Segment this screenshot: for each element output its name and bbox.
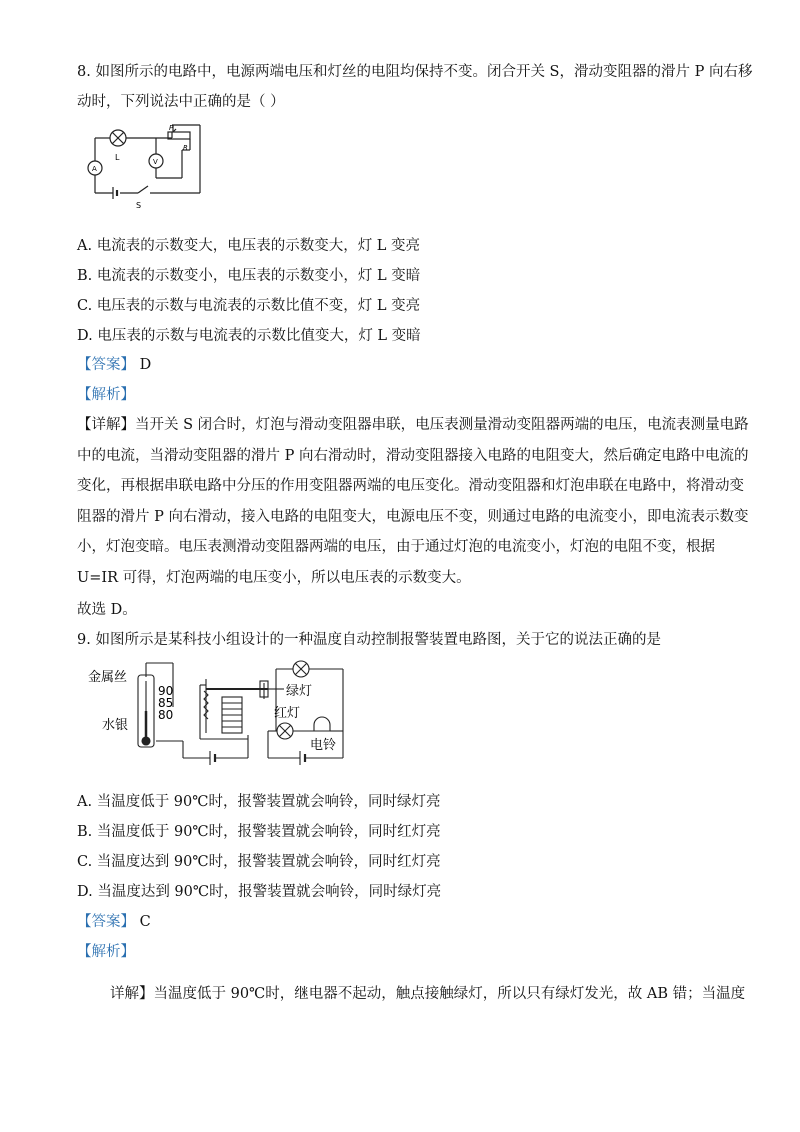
q9-label-bell: 电铃 — [310, 738, 337, 753]
q8-circuit-diagram — [80, 120, 210, 216]
q9-answer-tag: 【答案】 — [77, 914, 135, 930]
q9-answer — [77, 912, 151, 932]
q8-label-l: L — [115, 153, 120, 162]
q8-detail-line-6: U=IR 可得，灯泡两端的电压变小，所以电压表的示数变大。 — [77, 570, 471, 586]
q8-detail-line-4: 阻器的滑片 P 向右滑动，接入电路的电阻变大，电源电压不变，则通过电路的电流变小，即电流表示数变 — [77, 509, 749, 525]
q9-tick-85: 85 — [158, 696, 174, 710]
q9-circuit-diagram — [88, 655, 358, 779]
q8-detail-line-2: 中的电流，当滑动变阻器的滑片 P 向右滑动时，滑动变阻器接入电路的电阻变大，然后确定电路中电流的 — [77, 448, 749, 464]
q8-label-s: S — [136, 201, 142, 210]
q8-option-c: C. 电压表的示数与电流表的示数比值不变，灯 L 变亮 — [77, 298, 421, 314]
q9-label-mercury: 水银 — [102, 718, 129, 733]
q9-detail-line: 详解】当温度低于 90℃时，继电器不起动，触点接触绿灯，所以只有绿灯发光，故 AB 错；当温度 — [110, 986, 746, 1002]
q8-option-a: A. 电流表的示数变大，电压表的示数变大，灯 L 变亮 — [77, 238, 421, 254]
q9-analysis-tag: 【解析】 — [77, 944, 135, 960]
q8-answer — [77, 355, 151, 375]
q9-stem: 9. 如图所示是某科技小组设计的一种温度自动控制报警装置电路图，关于它的说法正确的是 — [77, 632, 661, 648]
q8-analysis-tag: 【解析】 — [77, 387, 135, 403]
q8-detail-line-5: 小，灯泡变暗。电压表测滑动变阻器两端的电压，由于通过灯泡的电流变小，灯泡的电阻不变，根据 — [77, 539, 715, 555]
q8-answer-value: D — [139, 357, 152, 373]
q8-label-r: R — [183, 144, 188, 152]
q9-option-d: D. 当温度达到 90℃时，报警装置就会响铃，同时绿灯亮 — [77, 884, 442, 900]
q9-label-green-lamp: 绿灯 — [286, 684, 313, 699]
q8-option-d: D. 电压表的示数与电流表的示数比值变大，灯 L 变暗 — [77, 328, 421, 344]
q9-option-a: A. 当温度低于 90℃时，报警装置就会响铃，同时绿灯亮 — [77, 794, 441, 810]
q9-option-c: C. 当温度达到 90℃时，报警装置就会响铃，同时红灯亮 — [77, 854, 441, 870]
q9-tick-80: 80 — [158, 708, 174, 722]
q8-answer-tag: 【答案】 — [77, 357, 135, 373]
q8-stem-line-1: 8. 如图所示的电路中，电源两端电压和灯丝的电阻均保持不变。闭合开关 S，滑动变阻器的滑片 P 向右移 — [77, 64, 753, 80]
q8-detail-line-3: 变化，再根据串联电路中分压的作用变阻器两端的电压变化。滑动变阻器和灯泡串联在电路中，将滑动变 — [77, 478, 744, 494]
q9-answer-value: C — [139, 914, 151, 930]
q8-conclusion: 故选 D。 — [77, 602, 137, 618]
q9-label-red-lamp: 红灯 — [274, 706, 301, 721]
q8-stem-line-2: 动时，下列说法中正确的是（ ） — [77, 94, 285, 110]
q8-label-ammeter: A — [92, 165, 97, 173]
q8-label-p: P — [169, 124, 174, 132]
q8-label-voltmeter: V — [153, 158, 158, 166]
q8-option-b: B. 电流表的示数变小，电压表的示数变小，灯 L 变暗 — [77, 268, 421, 284]
q8-detail-line-1: 【详解】当开关 S 闭合时，灯泡与滑动变阻器串联，电压表测量滑动变阻器两端的电压，电流表测量电路 — [77, 417, 749, 433]
q9-option-b: B. 当温度低于 90℃时，报警装置就会响铃，同时红灯亮 — [77, 824, 441, 840]
q9-tick-90: 90 — [158, 684, 174, 698]
q9-label-wire: 金属丝 — [88, 670, 128, 685]
